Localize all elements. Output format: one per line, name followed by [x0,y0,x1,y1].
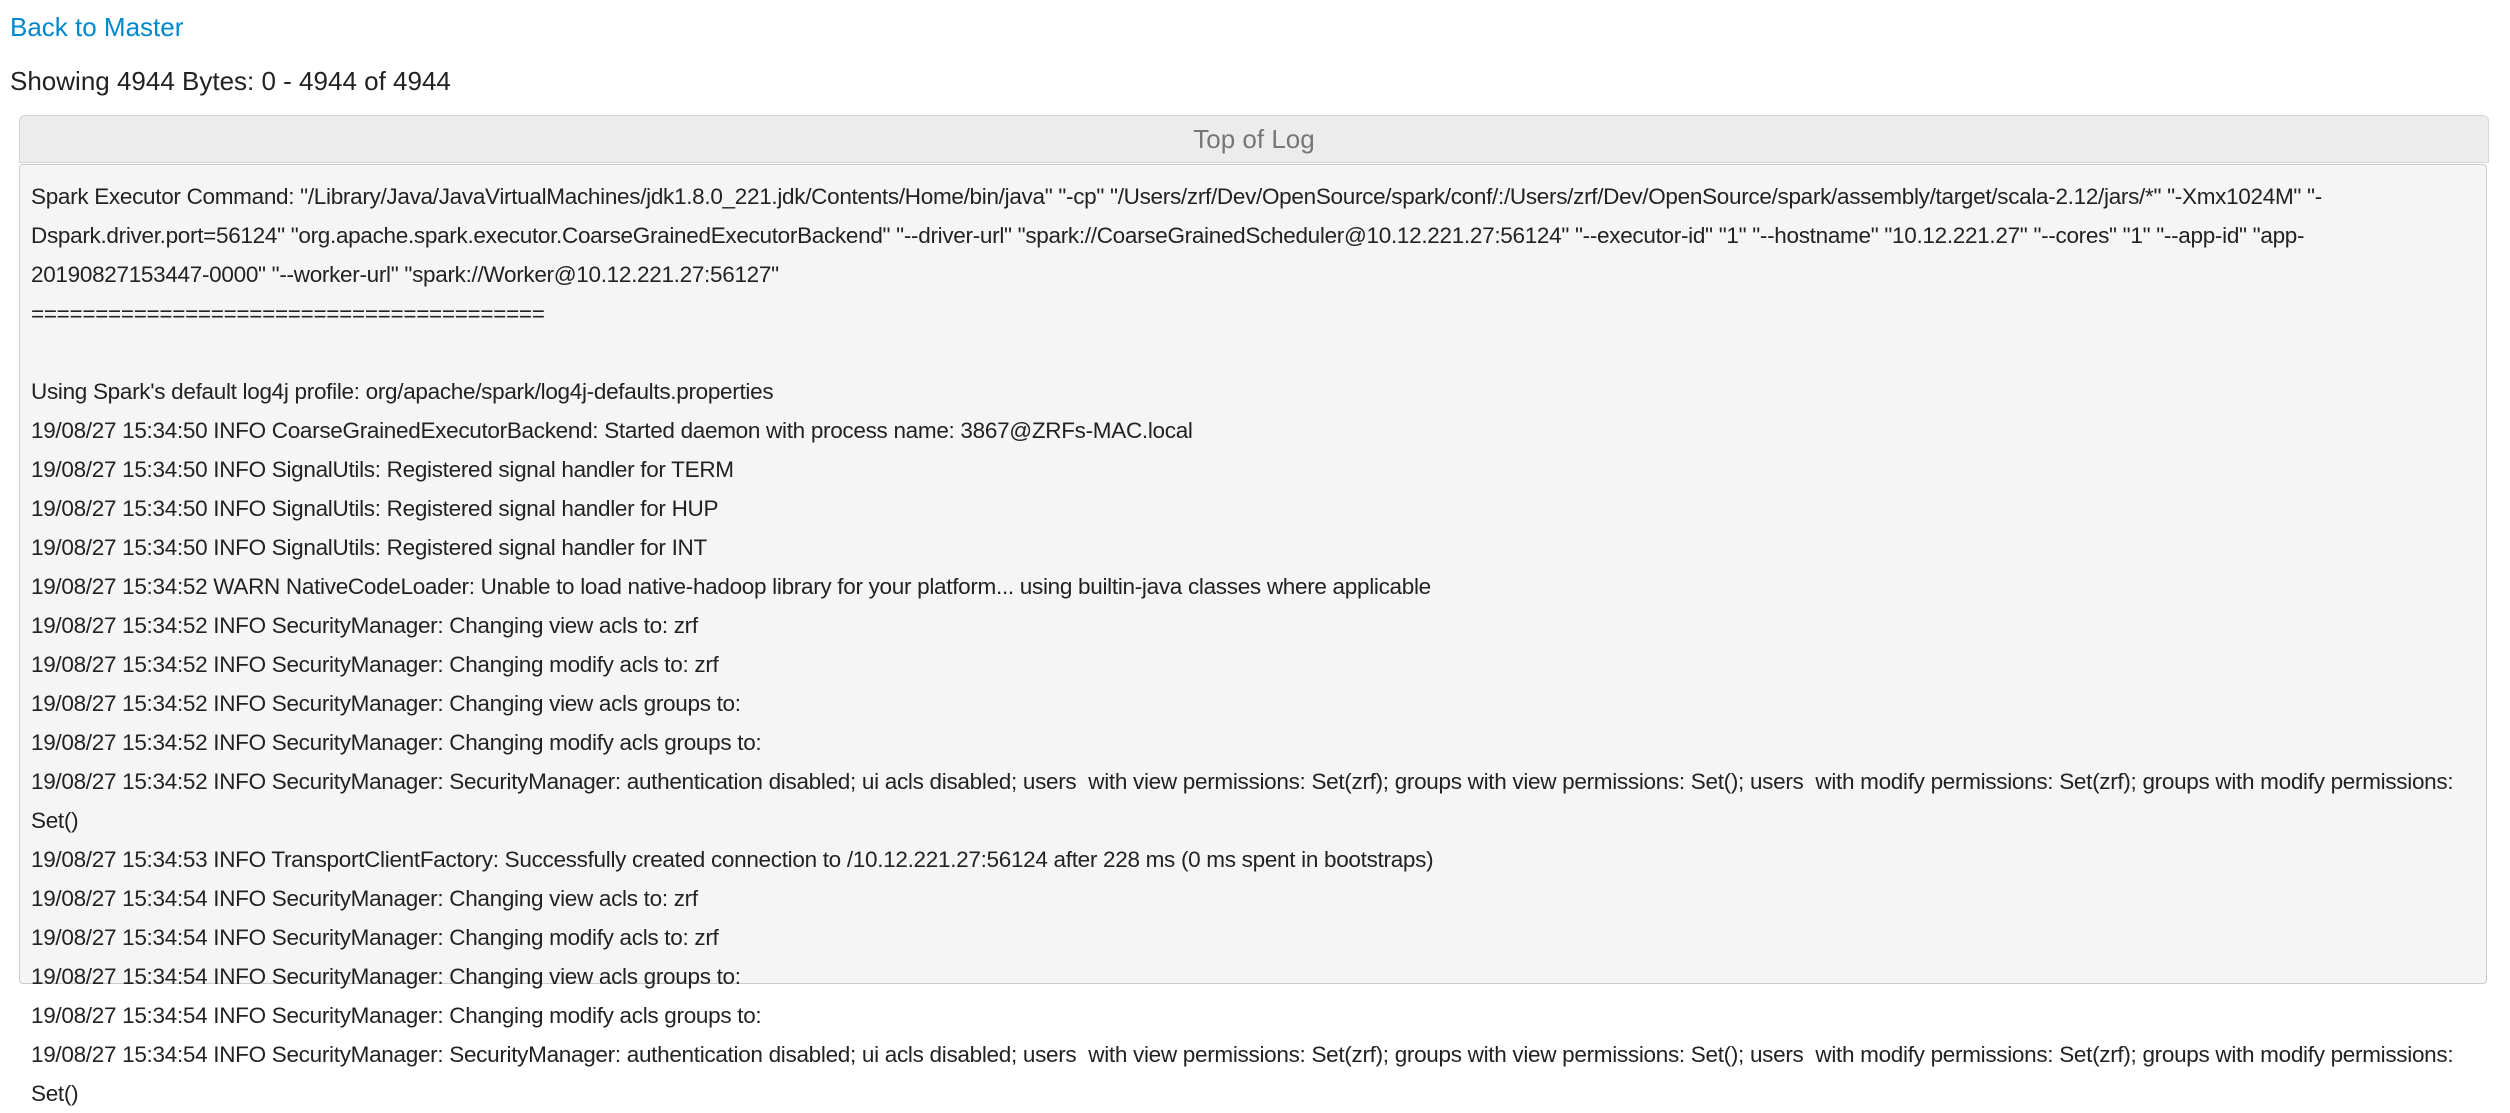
log-line: 19/08/27 15:34:54 INFO SecurityManager: Changing modify acls groups to: [31,1003,768,1028]
log-line: 19/08/27 15:34:54 INFO SecurityManager: Changing view acls groups to: [31,964,747,989]
log-line: 19/08/27 15:34:53 INFO TransportClientFactory: Successfully created connection to /10.12.221.27:56124 after 228 ms (0 ms spent in bootstraps) [31,847,1434,872]
log-line: 19/08/27 15:34:50 INFO SignalUtils: Registered signal handler for INT [31,535,707,560]
log-line [31,333,2476,372]
log-text [31,177,2476,1113]
log-line: 19/08/27 15:34:54 INFO SecurityManager: SecurityManager: authentication disabled; ui acls disabled; users with view permissions: Set(zrf); groups with view permissions: Set(); users with modify permissions: Set(zrf); groups with modify permissions: Set() [31,1042,2460,1106]
log-line: 19/08/27 15:34:52 INFO SecurityManager: Changing view acls to: zrf [31,613,698,638]
log-line: 19/08/27 15:34:54 INFO SecurityManager: Changing view acls to: zrf [31,886,698,911]
byte-range-status: Showing 4944 Bytes: 0 - 4944 of 4944 [10,66,451,96]
log-line: 19/08/27 15:34:52 INFO SecurityManager: SecurityManager: authentication disabled; ui acls disabled; users with view permissions: Set(zrf); groups with view permissions: Set(); users with modify permissions: Set(zrf); groups with modify permissions: Set() [31,769,2460,833]
log-line: 19/08/27 15:34:54 INFO SecurityManager: Changing modify acls to: zrf [31,925,719,950]
log-content[interactable] [19,164,2487,1106]
top-of-log-button[interactable]: Top of Log [19,115,2489,163]
log-line: Spark Executor Command: "/Library/Java/JavaVirtualMachines/jdk1.8.0_221.jdk/Contents/Home/bin/java" "-cp" "/Users/zrf/Dev/OpenSource/spark/conf/:/Users/zrf/Dev/OpenSource/spark/assembly/target/scala-2.12/jars/*" "-Xmx1024M" "-Dspark.driver.port=56124" "org.apache.spark.executor.CoarseGrainedExecutorBackend" "--driver-url" "spark://CoarseGrainedScheduler@10.12.221.27:56124" "--executor-id" "1" "--hostname" "10.12.221.27" "--cores" "1" "--app-id" "app-20190827153447-0000" "--worker-url" "spark://Worker@10.12.221.27:56127" [31,184,2322,287]
log-line: 19/08/27 15:34:52 INFO SecurityManager: Changing modify acls groups to: [31,730,768,755]
log-line: 19/08/27 15:34:50 INFO SignalUtils: Registered signal handler for TERM [31,457,734,482]
log-line: 19/08/27 15:34:50 INFO SignalUtils: Registered signal handler for HUP [31,496,719,521]
log-line: ======================================== [31,301,545,326]
log-line: 19/08/27 15:34:50 INFO CoarseGrainedExecutorBackend: Started daemon with process name: 3867@ZRFs-MAC.local [31,418,1193,443]
log-line: 19/08/27 15:34:52 INFO SecurityManager: Changing view acls groups to: [31,691,747,716]
log-line: 19/08/27 15:34:52 WARN NativeCodeLoader: Unable to load native-hadoop library for your platform... using builtin-java classes where applicable [31,574,1431,599]
log-line: 19/08/27 15:34:52 INFO SecurityManager: Changing modify acls to: zrf [31,652,719,677]
back-to-master-link[interactable]: Back to Master [10,12,184,42]
log-line: Using Spark's default log4j profile: org/apache/spark/log4j-defaults.properties [31,379,774,404]
